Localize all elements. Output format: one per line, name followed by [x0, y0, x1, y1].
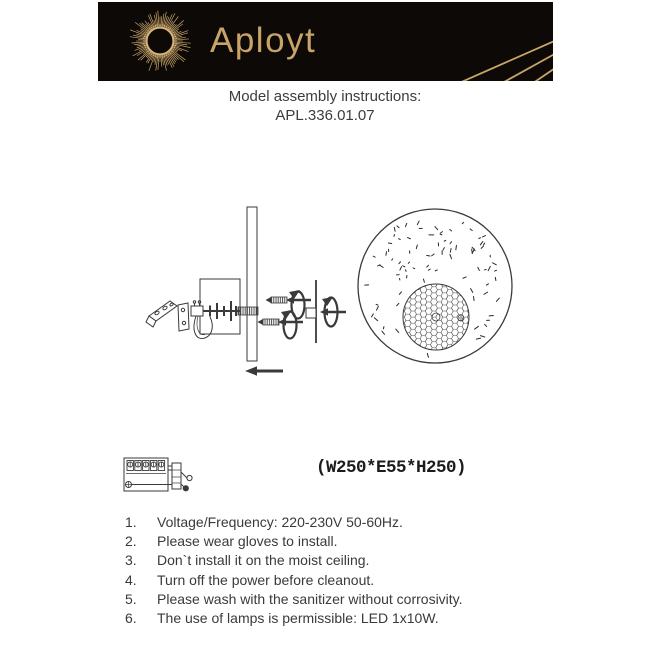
- ground-screw-icon: [126, 482, 132, 488]
- item-number: 5.: [125, 590, 137, 607]
- sunburst-icon: [118, 2, 202, 81]
- item-number: 6.: [125, 610, 137, 627]
- item-text: Please wash with the sanitizer without corrosivity.: [157, 590, 463, 607]
- slide-direction-arrow: [245, 366, 283, 375]
- page-title: Model assembly instructions:: [228, 88, 422, 105]
- brand-logotype: Aployt: [210, 21, 317, 60]
- item-text: Don`t install it on the moist ceiling.: [157, 552, 370, 569]
- item-text: Voltage/Frequency: 220-230V 50-60Hz.: [157, 514, 403, 530]
- closed-lead-icon: [183, 486, 188, 491]
- threaded-rod: [238, 307, 258, 315]
- item-number: 3.: [125, 552, 137, 569]
- ceiling-plate: [247, 207, 257, 361]
- rotation-arrow-2: [278, 310, 303, 339]
- honeycomb-diffuser: [403, 284, 469, 350]
- brand-banner: [98, 2, 553, 81]
- dimensions-label: (W250*E55*H250): [316, 458, 467, 478]
- list-item: [125, 609, 463, 628]
- wall-bracket-icon: [146, 301, 177, 327]
- mounting-screw-2: [258, 319, 280, 325]
- open-lead-icon: [187, 475, 192, 480]
- list-item: [125, 571, 463, 590]
- list-item: [125, 551, 463, 570]
- terminal-block-diagram: [118, 452, 203, 502]
- corner-rays-icon: [323, 2, 553, 81]
- banner-rays: [323, 2, 553, 81]
- item-text: Please wear gloves to install.: [157, 533, 338, 550]
- canopy-box: [200, 279, 240, 334]
- lamp-backplate: [306, 280, 316, 343]
- assembly-diagram: [140, 198, 520, 380]
- lamp-disc: [358, 209, 512, 363]
- list-item: [125, 513, 463, 532]
- list-item: [125, 590, 463, 609]
- instruction-list: [125, 513, 463, 628]
- item-number: 4.: [125, 571, 137, 588]
- item-number: 1.: [125, 514, 137, 530]
- terminal-screws: [127, 461, 165, 471]
- mounting-plate-icon: [178, 303, 189, 331]
- item-number: 2.: [125, 533, 137, 550]
- list-item: [125, 532, 463, 551]
- mounting-screw-1: [266, 297, 288, 303]
- model-number: APL.336.01.07: [275, 107, 375, 124]
- rotation-arrow-3: [320, 297, 346, 327]
- item-text: The use of lamps is permissible: LED 1x10W.: [157, 610, 439, 627]
- item-text: Turn off the power before cleanout.: [157, 571, 375, 588]
